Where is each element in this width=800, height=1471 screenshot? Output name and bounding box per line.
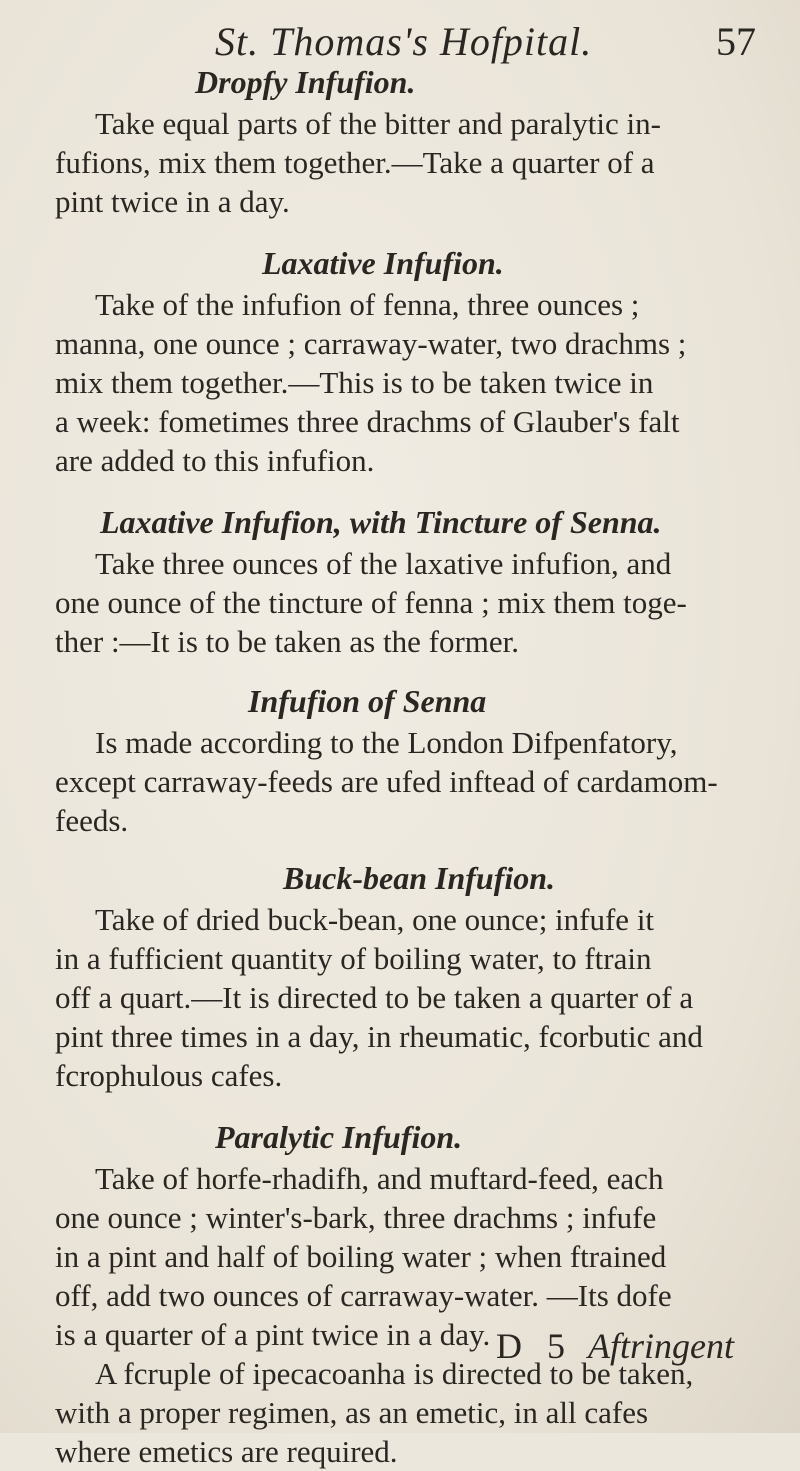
page-body <box>0 60 800 1471</box>
paragraph <box>55 285 770 480</box>
paragraph <box>55 900 770 1095</box>
text-line: where emetics are required. <box>55 1434 398 1469</box>
section-title: Laxative Infufion, with Tincture of Senna. <box>100 504 662 540</box>
text-line: a week: fometimes three drachms of Glauber's falt <box>55 404 680 439</box>
text-line: mix them together.—This is to be taken twice in <box>55 365 654 400</box>
catchword: Aftringent <box>588 1326 734 1366</box>
text-line: in a fufficient quantity of boiling water, to ftrain <box>55 941 652 976</box>
section-laxative-tincture <box>0 500 800 661</box>
text-line: Is made according to the London Difpenfatory, <box>95 725 678 760</box>
text-line: manna, one ounce ; carraway-water, two drachms ; <box>55 326 687 361</box>
paragraph <box>55 104 770 221</box>
text-line: off, add two ounces of carraway-water. —Its dofe <box>55 1278 672 1313</box>
text-line: one ounce ; winter's-bark, three drachms ; infufe <box>55 1200 657 1235</box>
text-line: off a quart.—It is directed to be taken a quarter of a <box>55 980 694 1015</box>
text-line: ther :—It is to be taken as the former. <box>55 624 520 659</box>
paragraph <box>55 544 770 661</box>
section-laxative-infufion <box>0 241 800 480</box>
text-line: A fcruple of ipecacoanha is directed to be taken, <box>95 1356 694 1391</box>
text-line: pint three times in a day, in rheumatic, fcorbutic and <box>55 1019 703 1054</box>
text-line: Take three ounces of the laxative infufion, and <box>95 546 672 581</box>
running-title: St. Thomas's Hofpital. <box>215 19 593 64</box>
text-line: fufions, mix them together.—Take a quarter of a <box>55 145 655 180</box>
section-paralytic-infufion <box>0 1115 800 1471</box>
page-header <box>0 14 800 64</box>
section-infufion-of-senna <box>0 679 800 840</box>
text-line: Take of the infufion of fenna, three ounces ; <box>95 287 640 322</box>
text-line: is a quarter of a pint twice in a day. <box>55 1317 491 1352</box>
section-title: Laxative Infufion. <box>262 245 504 281</box>
paragraph <box>55 723 770 840</box>
text-line: Take of dried buck-bean, one ounce; infufe it <box>95 902 655 937</box>
section-title: Infufion of Senna <box>248 683 487 719</box>
page-footer <box>0 1325 800 1385</box>
paragraph <box>55 1159 770 1471</box>
section-title: Buck-bean Infufion. <box>283 860 556 896</box>
section-buck-bean-infufion <box>0 856 800 1095</box>
text-line: except carraway-feeds are ufed inftead of cardamom- <box>55 764 718 799</box>
page-number: 57 <box>716 19 756 64</box>
text-line: pint twice in a day. <box>55 184 290 219</box>
signature-mark: D 5 <box>496 1326 573 1366</box>
section-title: Paralytic Infufion. <box>215 1119 463 1155</box>
text-line: Take equal parts of the bitter and paralytic in- <box>95 106 661 141</box>
text-line: with a proper regimen, as an emetic, in all cafes <box>55 1395 649 1430</box>
section-title: Dropfy Infufion. <box>195 64 416 100</box>
text-line: feeds. <box>55 803 129 838</box>
text-line: one ounce of the tincture of fenna ; mix them toge- <box>55 585 687 620</box>
text-line: are added to this infufion. <box>55 443 375 478</box>
text-line: Take of horfe-rhadifh, and muftard-feed, each <box>95 1161 664 1196</box>
text-line: fcrophulous cafes. <box>55 1058 283 1093</box>
text-line: in a pint and half of boiling water ; when ftrained <box>55 1239 667 1274</box>
section-dropfy-infufion <box>0 60 800 221</box>
